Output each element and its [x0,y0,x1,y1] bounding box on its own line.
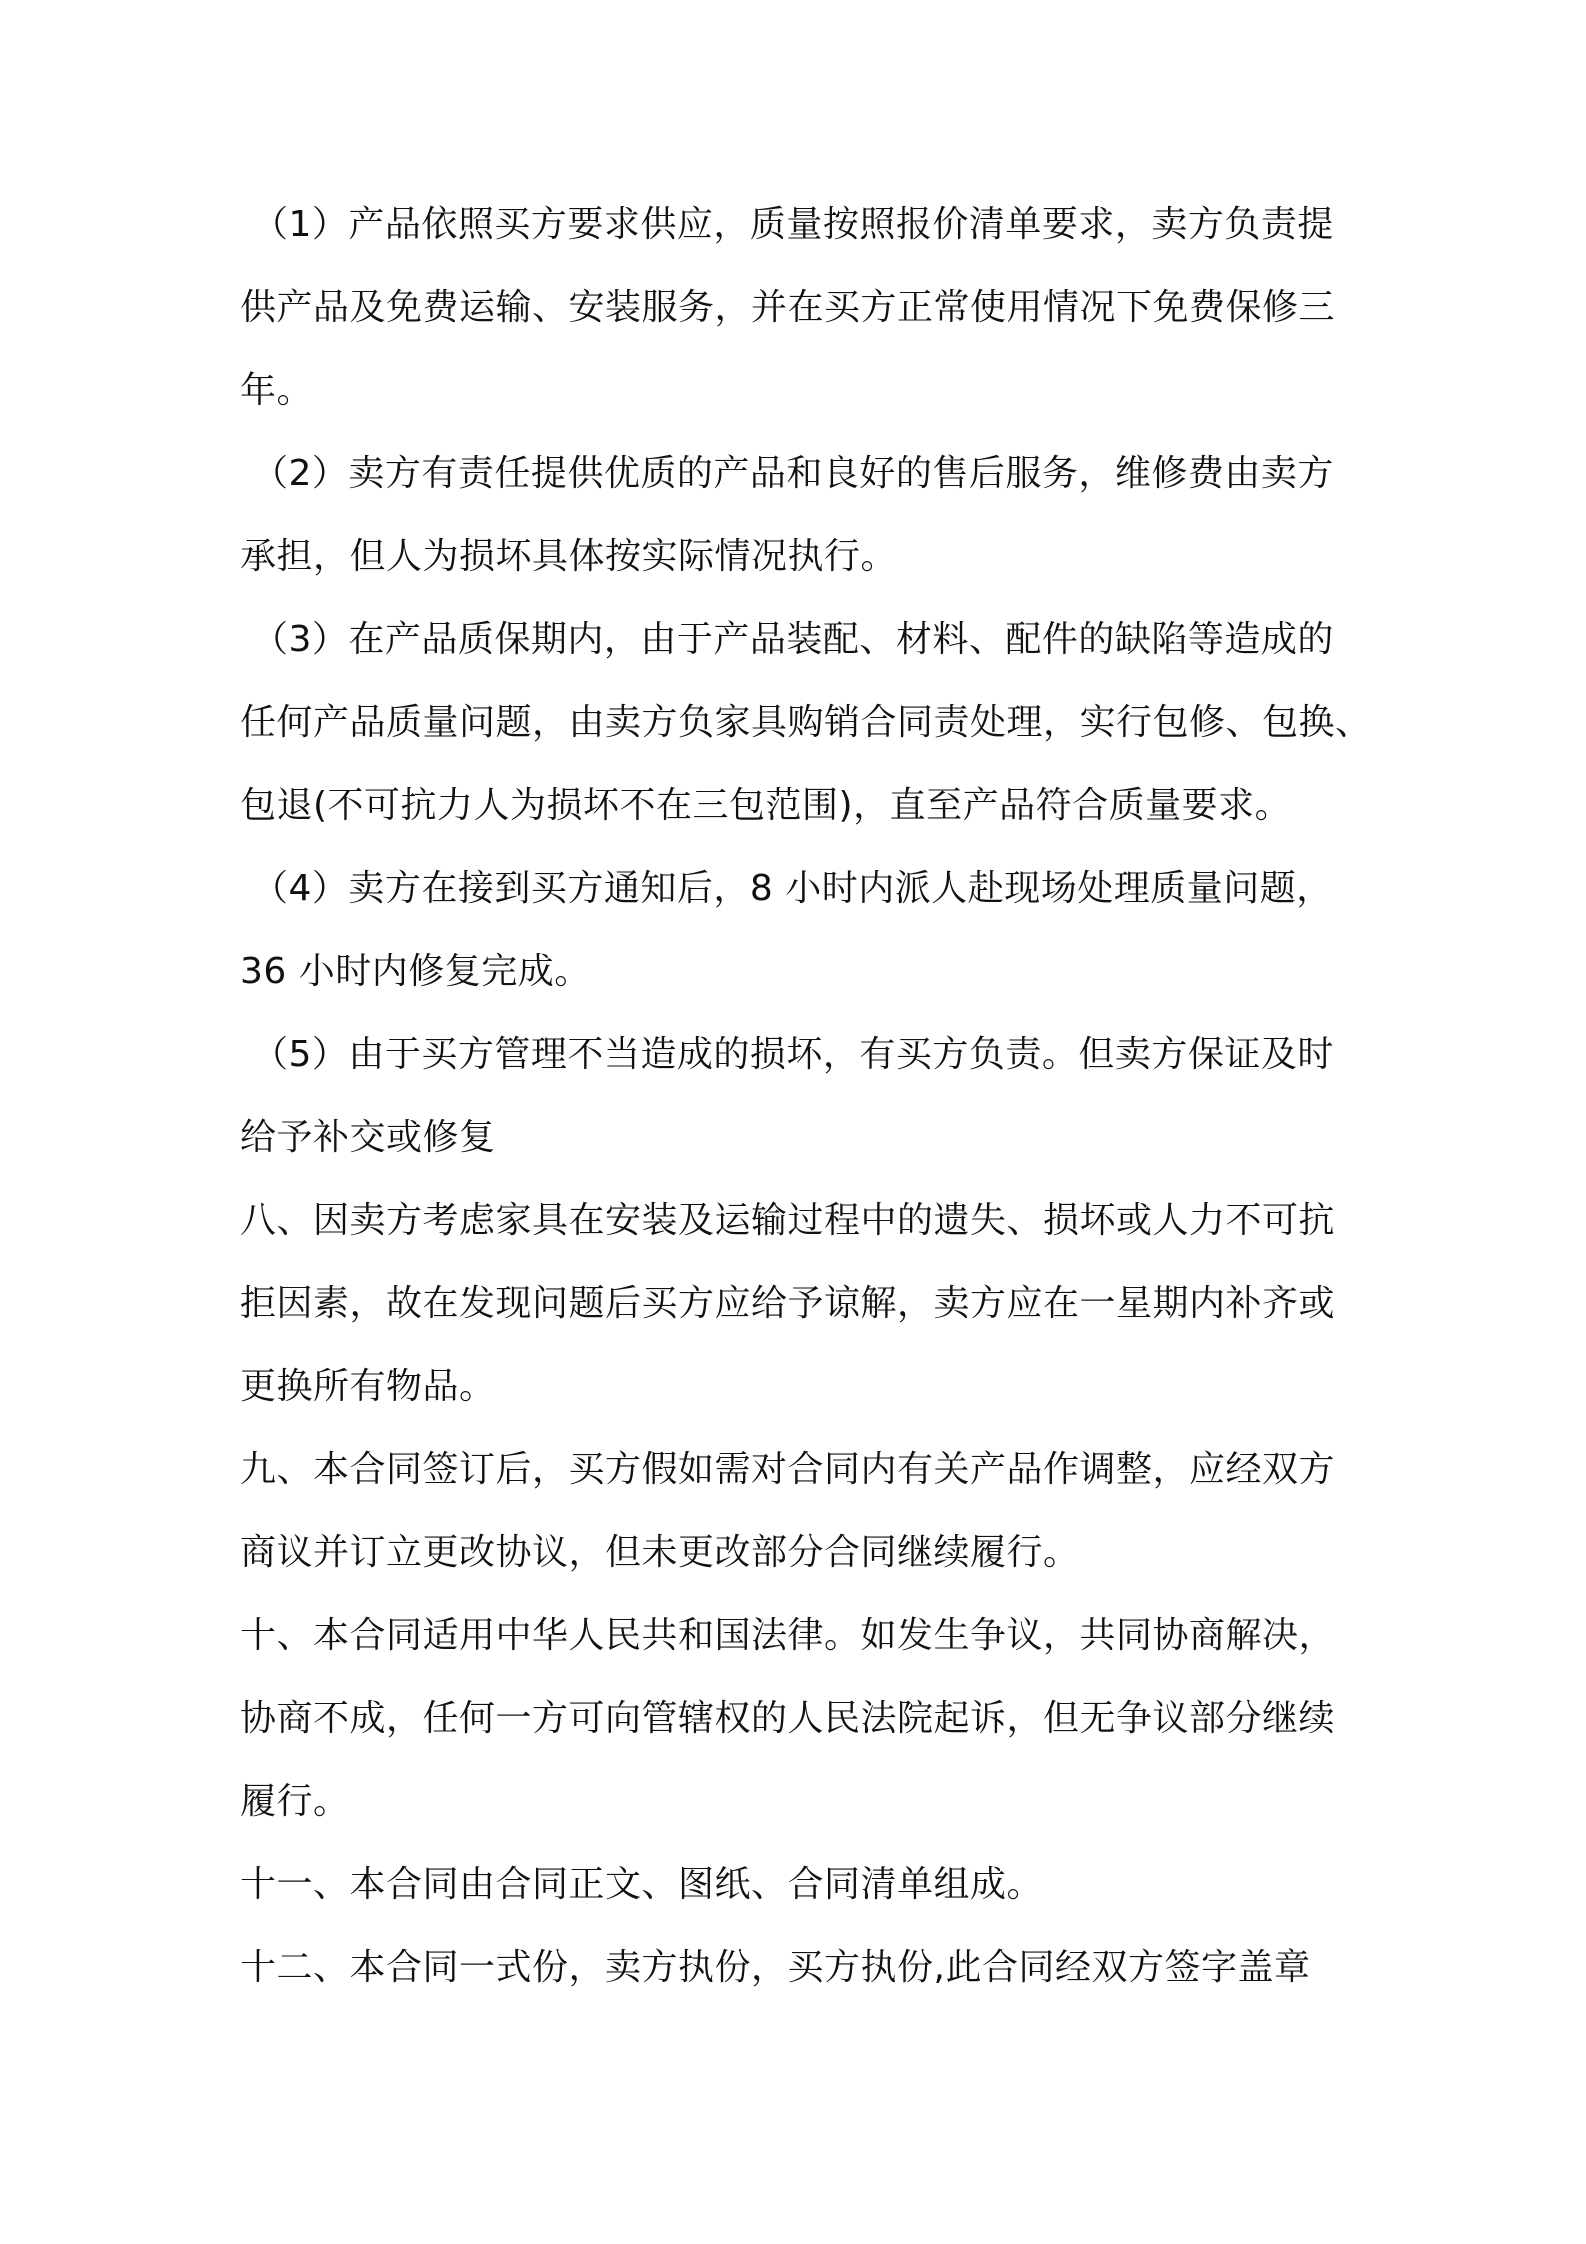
clause-11-line-1: 十一、本合同由合同正文、图纸、合同清单组成。 [240,1864,1044,1905]
clause-7-3-line-2: 任何产品质量问题，由卖方负家具购销合同责处理，实行包修、包换、 [240,702,1372,743]
clause-7-2-line-2: 承担，但人为损坏具体按实际情况执行。 [240,536,898,577]
clause-7-1-line-1: （1）产品依照买方要求供应，质量按照报价清单要求，卖方负责提 [252,204,1334,245]
clause-10-line-1: 十、本合同适用中华人民共和国法律。如发生争议，共同协商解决， [240,1615,1336,1656]
clause-10-line-2: 协商不成，任何一方可向管辖权的人民法院起诉，但无争议部分继续 [240,1698,1336,1739]
clause-7-1-line-3: 年。 [240,370,314,411]
clause-8-line-1: 八、因卖方考虑家具在安装及运输过程中的遗失、损坏或人力不可抗 [240,1200,1336,1241]
clause-8-line-2: 拒因素，故在发现问题后买方应给予谅解，卖方应在一星期内补齐或 [240,1283,1336,1324]
clause-7-3-line-1: （3）在产品质保期内，由于产品装配、材料、配件的缺陷等造成的 [252,619,1334,660]
clause-10-line-3: 履行。 [240,1781,350,1822]
clause-9-line-1: 九、本合同签订后，买方假如需对合同内有关产品作调整，应经双方 [240,1449,1336,1490]
clause-7-5-line-2: 给予补交或修复 [240,1117,496,1158]
clause-8-line-3: 更换所有物品。 [240,1366,496,1407]
clause-7-4-line-1: （4）卖方在接到买方通知后，8 小时内派人赴现场处理质量问题， [252,868,1333,909]
clause-7-1-line-2: 供产品及免费运输、安装服务，并在买方正常使用情况下免费保修三 [240,287,1336,328]
clause-7-5-line-1: （5）由于买方管理不当造成的损坏，有买方负责。但卖方保证及时 [252,1034,1334,1075]
clause-7-4-line-2: 36 小时内修复完成。 [240,951,591,992]
clause-9-line-2: 商议并订立更改协议，但未更改部分合同继续履行。 [240,1532,1080,1573]
clause-12-line-1: 十二、本合同一式份，卖方执份，买方执份,此合同经双方签字盖章 [240,1947,1311,1988]
clause-7-3-line-3: 包退(不可抗力人为损坏不在三包范围)，直至产品符合质量要求。 [240,785,1292,826]
clause-7-2-line-1: （2）卖方有责任提供优质的产品和良好的售后服务，维修费由卖方 [252,453,1334,494]
